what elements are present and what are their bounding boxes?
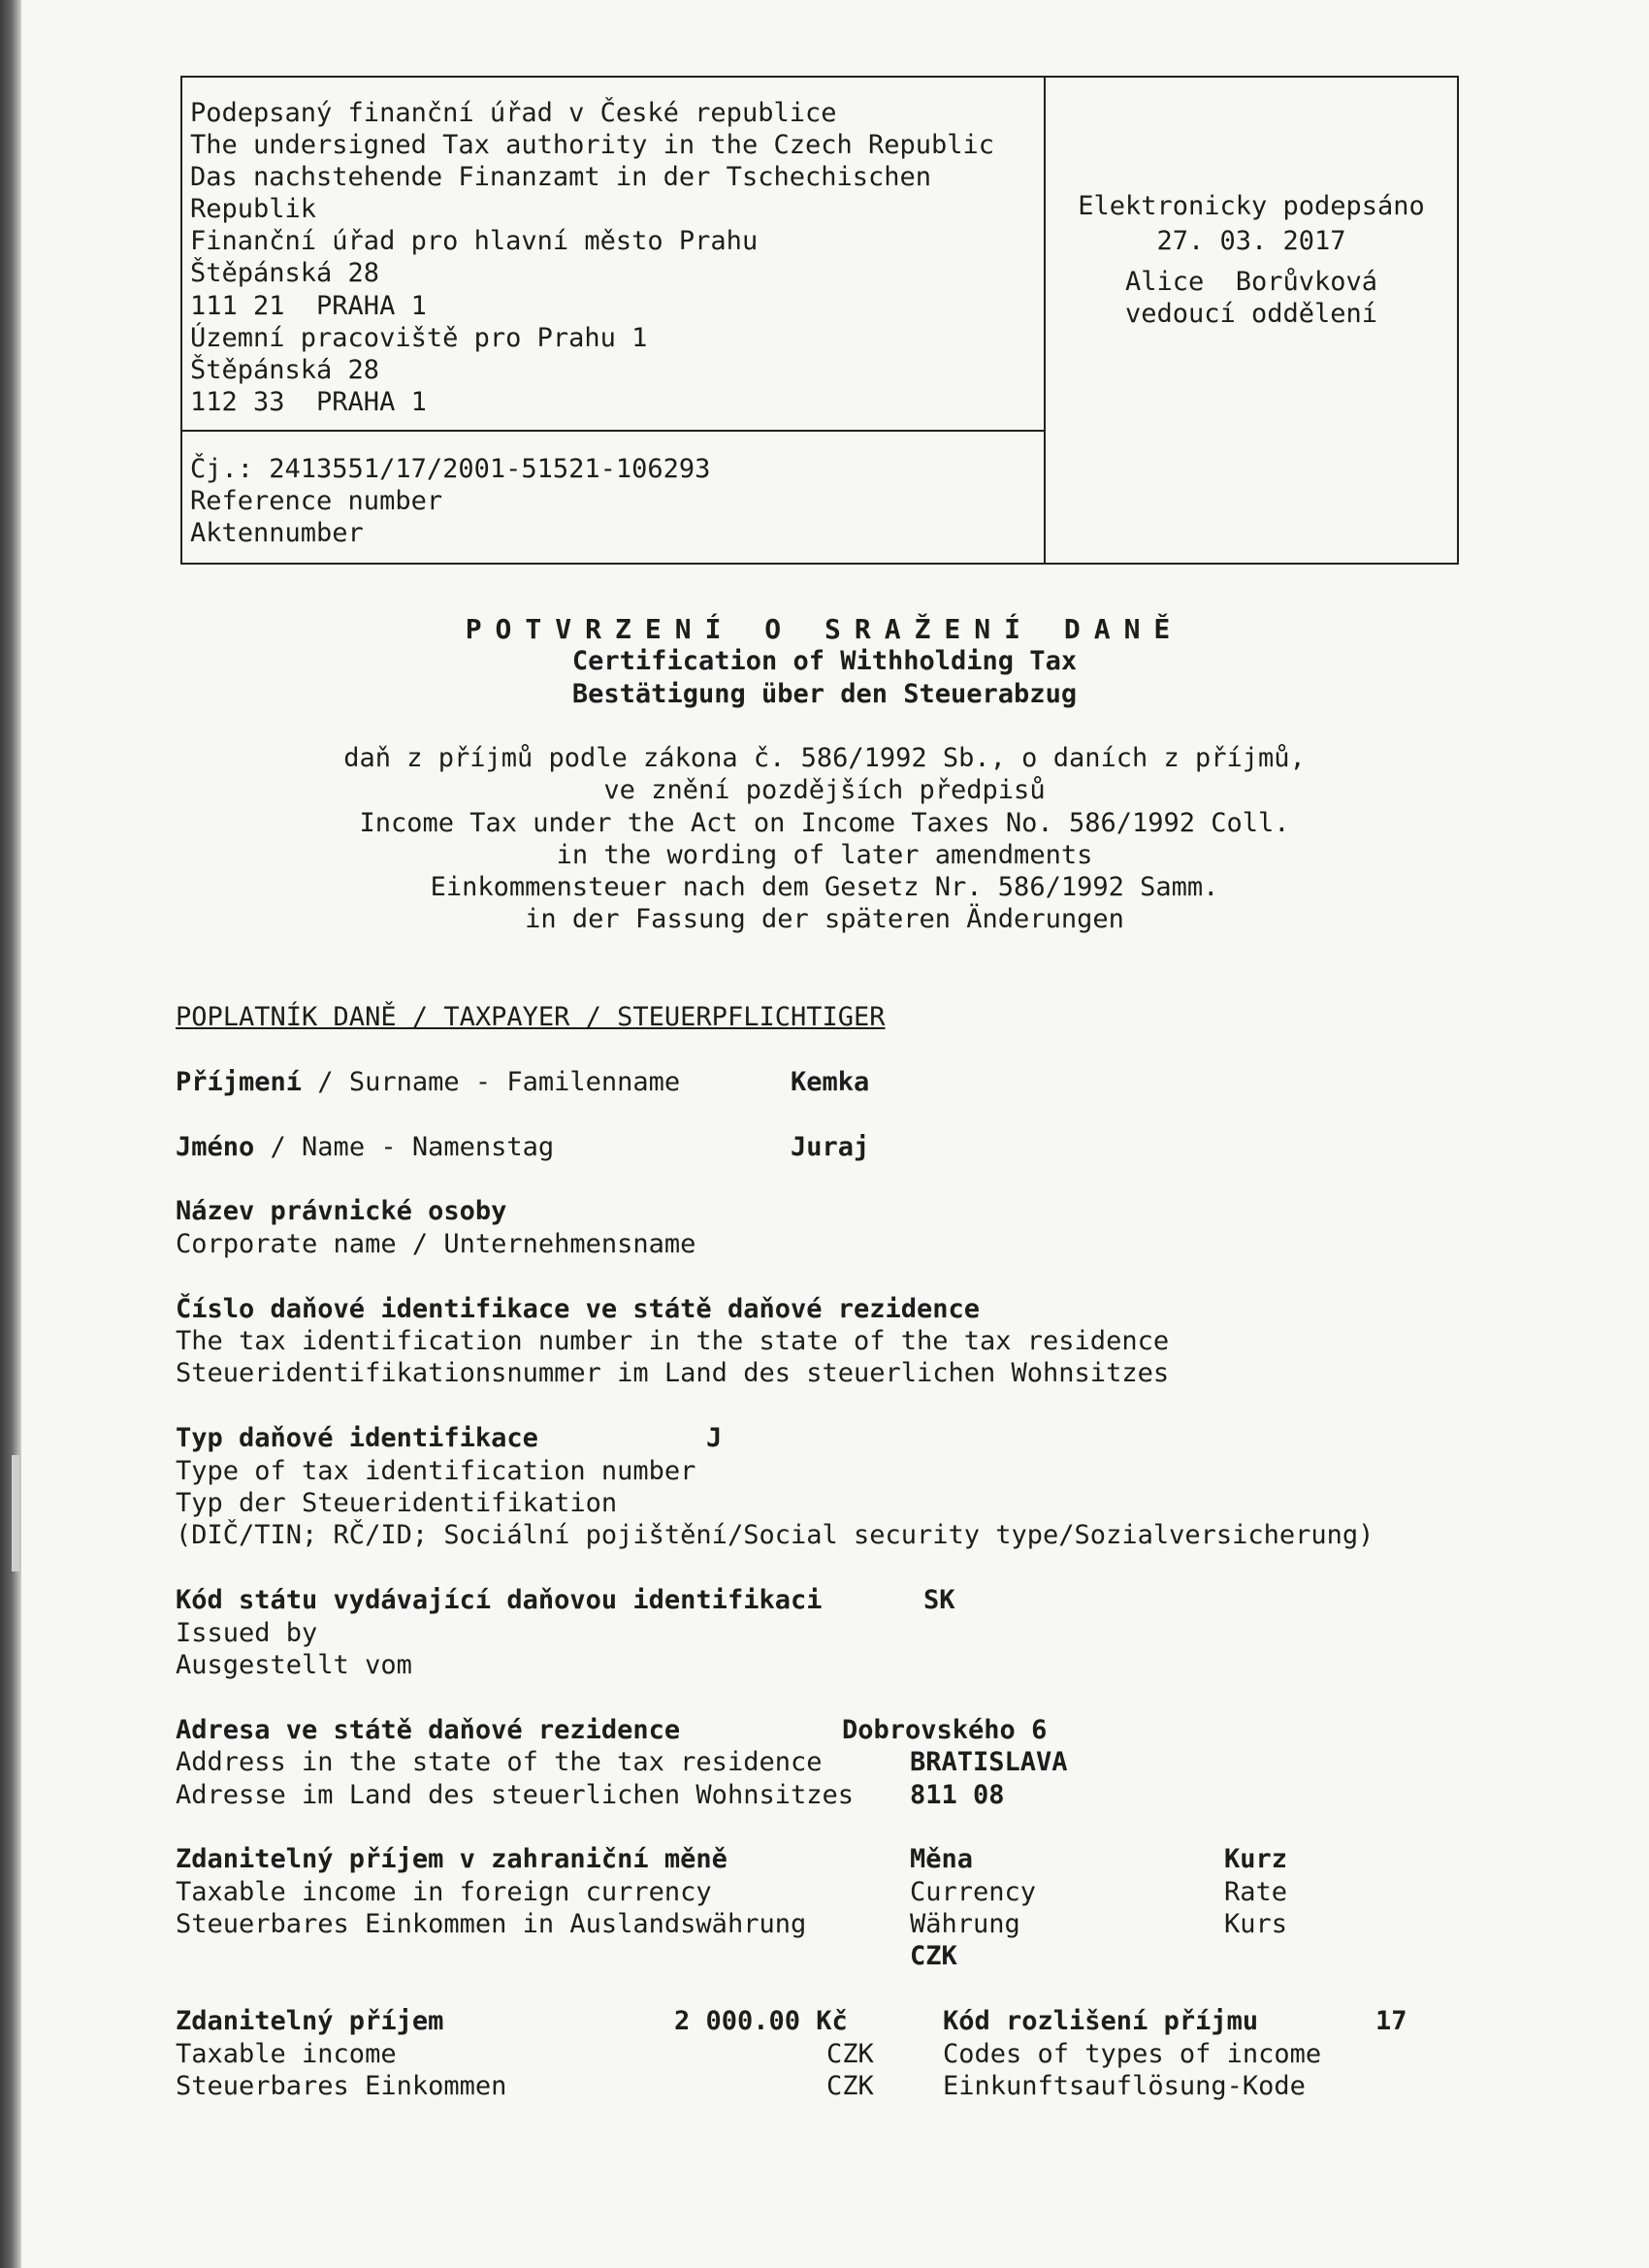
rate-label-cz: Kurz [1224, 1844, 1288, 1874]
authority-line: Podepsaný finanční úřad v České republice [190, 98, 837, 128]
tin-label-de: Steueridentifikationsnummer im Land des steuerlichen Wohnsitzes [176, 1358, 1170, 1388]
taxpayer-heading: POPLATNÍK DANĚ / TAXPAYER / STEUERPFLICHTIGER [176, 1002, 886, 1032]
surname-label [176, 1066, 680, 1098]
corporate-label-sub: Corporate name / Unternehmensname [176, 1229, 696, 1259]
tin-label-en: The tax identification number in the state of the tax residence [176, 1326, 1170, 1356]
signed-label: Elektronicky podepsáno [1078, 191, 1425, 221]
tin-type-label-de: Typ der Steueridentifikation [176, 1488, 618, 1518]
reference-label-en: Reference number [190, 486, 443, 516]
currency-label-cz: Měna [910, 1844, 974, 1874]
document-title-en: Certification of Withholding Tax [571, 646, 1078, 676]
law-line: Income Tax under the Act on Income Taxes No. 586/1992 Coll. [359, 808, 1290, 838]
law-line: ve znění pozdějších předpisů [603, 775, 1046, 805]
header-divider-vertical [1044, 76, 1046, 565]
issuer-label-en: Issued by [176, 1618, 318, 1648]
taxable-income-label-de: Steuerbares Einkommen [176, 2071, 507, 2101]
name-value: Juraj [791, 1132, 870, 1162]
issuer-label-cz: Kód státu vydávající daňovou identifikaci [176, 1585, 823, 1615]
name-label-cz: Jméno [176, 1132, 255, 1162]
income-code-value: 17 [1375, 2006, 1407, 2036]
foreign-income-label-en: Taxable income in foreign currency [176, 1877, 712, 1907]
document-title-de: Bestätigung über den Steuerabzug [571, 679, 1078, 709]
signer-name: Alice Borůvková [1124, 267, 1378, 297]
scan-edge-shadow [0, 0, 21, 2268]
surname-label-cz: Příjmení [176, 1067, 303, 1097]
header-divider-horizontal [180, 430, 1044, 432]
corporate-label-cz: Název právnické osoby [176, 1196, 507, 1226]
taxable-income-amount: 2 000.00 Kč [674, 2006, 848, 2036]
rate-label-de: Kurs [1224, 1909, 1288, 1939]
taxable-income-label-cz: Zdanitelný příjem [176, 2006, 444, 2036]
address-label-cz: Adresa ve státě daňové rezidence [176, 1715, 681, 1745]
scan-edge-highlight [12, 1455, 19, 1571]
address-line-zip: 811 08 [910, 1780, 1005, 1810]
surname-value: Kemka [791, 1067, 870, 1097]
authority-line: The undersigned Tax authority in the Czech Republic [190, 130, 995, 160]
authority-line: Republik [190, 194, 317, 224]
address-label-de: Adresse im Land des steuerlichen Wohnsitzes [176, 1780, 854, 1810]
authority-line: Das nachstehende Finanzamt in der Tschechischen [190, 162, 932, 192]
taxable-income-unit-de: CZK [826, 2071, 874, 2101]
address-line-city: BRATISLAVA [910, 1747, 1068, 1777]
signer-role: vedoucí oddělení [1124, 299, 1378, 329]
name-label [176, 1131, 554, 1163]
tin-type-label-cz: Typ daňové identifikace [176, 1423, 538, 1453]
address-line-street: Dobrovského 6 [842, 1715, 1048, 1745]
law-line: daň z příjmů podle zákona č. 586/1992 Sb., o daních z příjmů, [343, 743, 1306, 773]
issuer-value: SK [923, 1585, 955, 1615]
rate-label-en: Rate [1224, 1877, 1288, 1907]
taxable-income-label-en: Taxable income [176, 2039, 397, 2069]
reference-label-de: Aktennumber [190, 518, 364, 548]
surname-label-rest: / Surname - Familenname [302, 1067, 681, 1097]
tin-type-value: J [706, 1423, 723, 1453]
document-title: POTVRZENÍ O SRAŽENÍ DANĚ [465, 613, 1184, 645]
name-label-rest: / Name - Namenstag [254, 1132, 555, 1162]
signature-date: 27. 03. 2017 [1156, 226, 1346, 256]
currency-label-en: Currency [910, 1877, 1037, 1907]
authority-line: 111 21 PRAHA 1 [190, 291, 427, 321]
tin-type-label-en: Type of tax identification number [176, 1456, 696, 1486]
reference-number: Čj.: 2413551/17/2001-51521-106293 [190, 454, 711, 484]
taxable-income-unit-en: CZK [826, 2039, 874, 2069]
income-code-label-en: Codes of types of income [943, 2039, 1322, 2069]
authority-line: 112 33 PRAHA 1 [190, 387, 427, 417]
authority-line: Finanční úřad pro hlavní město Prahu [190, 226, 759, 256]
currency-value: CZK [910, 1941, 957, 1971]
address-label-en: Address in the state of the tax residence [176, 1747, 823, 1777]
foreign-income-label-de: Steuerbares Einkommen in Auslandswährung [176, 1909, 807, 1939]
foreign-income-label-cz: Zdanitelný příjem v zahraniční měně [176, 1844, 728, 1874]
issuer-label-de: Ausgestellt vom [176, 1650, 412, 1680]
income-code-label-cz: Kód rozlišení příjmu [943, 2006, 1259, 2036]
law-line: in the wording of later amendments [556, 840, 1093, 870]
law-line: in der Fassung der späteren Änderungen [525, 904, 1124, 934]
authority-line: Štěpánská 28 [190, 355, 380, 385]
law-line: Einkommensteuer nach dem Gesetz Nr. 586/1992 Samm. [430, 872, 1219, 902]
income-code-label-de: Einkunftsauflösung-Kode [943, 2071, 1306, 2101]
authority-line: Územní pracoviště pro Prahu 1 [190, 323, 648, 353]
authority-line: Štěpánská 28 [190, 258, 380, 288]
currency-label-de: Währung [910, 1909, 1020, 1939]
tin-type-note: (DIČ/TIN; RČ/ID; Sociální pojištění/Social security type/Sozialversicherung) [176, 1520, 1374, 1550]
tin-label-cz: Číslo daňové identifikace ve státě daňové rezidence [176, 1294, 981, 1324]
